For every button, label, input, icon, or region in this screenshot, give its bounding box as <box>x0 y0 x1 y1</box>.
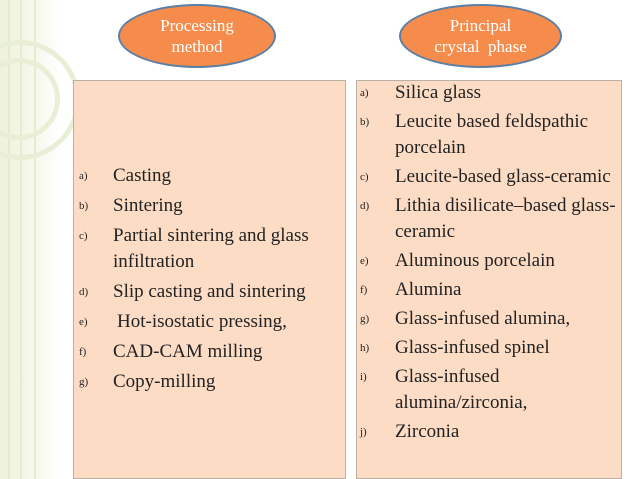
list-item-text: Partial sintering and glass infiltration <box>113 225 309 272</box>
list-item-text: Zirconia <box>395 421 460 442</box>
header-line: Principal <box>449 16 512 35</box>
header-line: crystal phase <box>434 37 527 56</box>
list-item-text: CAD-CAM milling <box>113 341 263 362</box>
list-item <box>360 335 618 361</box>
list-marker: c) <box>79 230 88 242</box>
list-marker: e) <box>360 255 369 267</box>
list-item-text: Leucite-based glass-ceramic <box>395 166 611 187</box>
header-line: Processing <box>160 16 234 35</box>
list-item <box>360 80 618 106</box>
list-marker: d) <box>360 200 370 212</box>
list-marker: g) <box>360 313 370 325</box>
principal-crystal-phase-header <box>399 4 562 68</box>
list-item <box>360 248 618 274</box>
list-item <box>79 279 341 305</box>
list-marker: f) <box>360 284 368 296</box>
list-item <box>79 339 341 365</box>
list-marker: e) <box>79 316 88 328</box>
list-item-text: Glass-infused alumina/zirconia, <box>395 366 528 413</box>
processing-method-header <box>118 4 276 68</box>
list-item <box>360 109 618 161</box>
list-marker: c) <box>360 171 369 183</box>
list-marker: b) <box>360 116 370 128</box>
list-item-text: Glass-infused spinel <box>395 337 550 358</box>
list-item-text: Leucite based feldspathic porcelain <box>395 111 589 158</box>
list-marker: f) <box>79 346 87 358</box>
header-line: method <box>171 37 223 56</box>
crystal-phase-list <box>360 80 618 448</box>
list-item-text: Sintering <box>113 195 183 216</box>
list-item <box>360 364 618 416</box>
list-item-text: Lithia disilicate–based glass-ceramic <box>395 195 616 242</box>
list-item <box>79 163 341 189</box>
list-marker: i) <box>360 371 367 383</box>
list-item <box>360 164 618 190</box>
list-marker: a) <box>360 87 369 99</box>
list-marker: g) <box>79 376 89 388</box>
list-item-text: Hot-isostatic pressing, <box>117 311 287 332</box>
list-item <box>360 193 618 245</box>
list-item <box>79 193 341 219</box>
list-item-text: Glass-infused alumina, <box>395 308 571 329</box>
list-item <box>360 306 618 332</box>
list-item <box>360 277 618 303</box>
list-marker: j) <box>360 426 367 438</box>
list-marker: d) <box>79 286 89 298</box>
list-marker: h) <box>360 342 370 354</box>
list-item <box>79 369 341 395</box>
list-item-text: Casting <box>113 165 172 186</box>
list-marker: a) <box>79 170 88 182</box>
list-item-text: Alumina <box>395 279 462 300</box>
list-item <box>79 309 341 335</box>
list-item-text: Slip casting and sintering <box>113 281 306 302</box>
list-item-text: Silica glass <box>395 82 482 103</box>
list-item <box>79 223 341 275</box>
list-item <box>360 419 618 445</box>
processing-method-list <box>79 163 341 399</box>
list-marker: b) <box>79 200 89 212</box>
list-item-text: Aluminous porcelain <box>395 250 555 271</box>
list-item-text: Copy-milling <box>113 371 216 392</box>
